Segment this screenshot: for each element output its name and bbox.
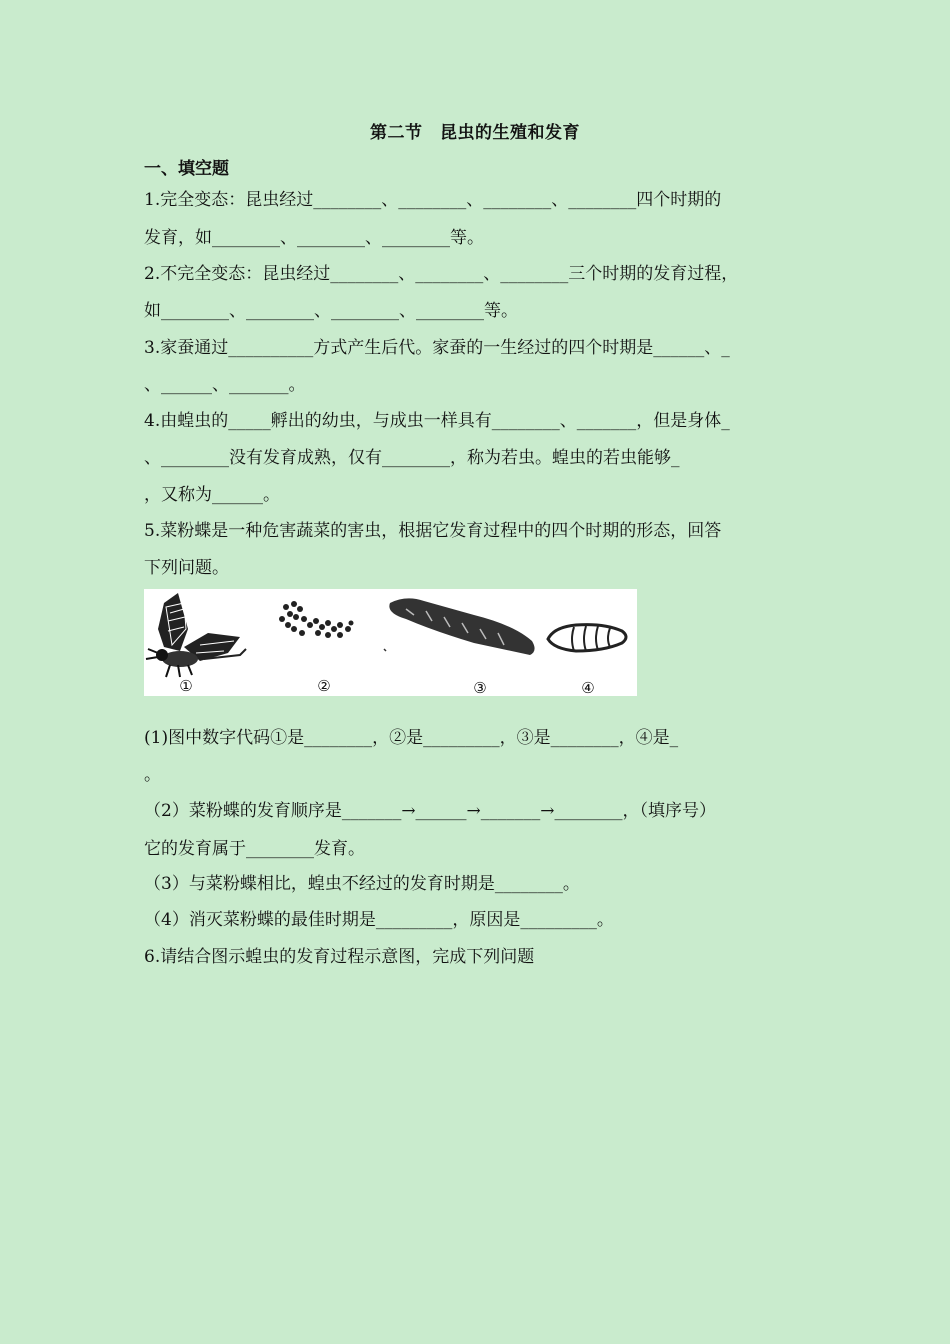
egg-cluster-drawing [279,601,354,638]
question-line: 、______、_______。 [144,375,306,395]
question-line: (1)图中数字代码①是________，②是_________，③是________，④是_ [144,728,679,748]
question-line: 。 [144,765,161,785]
question-line: 6.请结合图示蝗虫的发育过程示意图，完成下列问题 [144,947,535,967]
question-line: （4）消灭菜粉蝶的最佳时期是_________，原因是_________。 [144,910,614,930]
question-line: 下列问题。 [144,558,229,578]
question-line: 1.完全变态：昆虫经过________、________、________、________四个时期的 [144,190,722,210]
butterfly-lifecycle-figure [144,589,637,696]
section-heading: 一、填空题 [144,159,229,179]
label-1: ① [179,677,193,695]
question-line: 、________没有发育成熟，仅有________，称为若虫。蝗虫的若虫能够_ [144,448,680,468]
label-4: ④ [581,679,595,696]
butterfly-adult-drawing [146,593,246,677]
larva-drawing [384,598,535,655]
question-line: 2.不完全变态：昆虫经过________、________、________三个时期的发育过程， [144,264,739,284]
page-title: 第二节 昆虫的生殖和发育 [370,123,580,143]
question-line: （3）与菜粉蝶相比，蝗虫不经过的发育时期是________。 [144,874,580,894]
question-line: 如________、________、________、________等。 [144,301,518,321]
question-line: 4.由蝗虫的_____孵出的幼虫，与成虫一样具有________、_______，但是身体_ [144,411,730,431]
label-2: ② [317,677,331,695]
question-line: 它的发育属于________发育。 [144,839,365,859]
question-line: 3.家蚕通过__________方式产生后代。家蚕的一生经过的四个时期是______、_ [144,338,730,358]
question-line: 发育，如________、________、________等。 [144,228,484,248]
question-line: （2）菜粉蝶的发育顺序是_______→______→_______→________，（填序号） [144,801,717,821]
question-line: 5.菜粉蝶是一种危害蔬菜的害虫，根据它发育过程中的四个时期的形态，回答 [144,521,722,541]
label-3: ③ [473,679,487,696]
question-line: ，又称为______。 [144,485,280,505]
pupa-drawing [548,625,626,651]
figure-number-labels [179,677,594,696]
